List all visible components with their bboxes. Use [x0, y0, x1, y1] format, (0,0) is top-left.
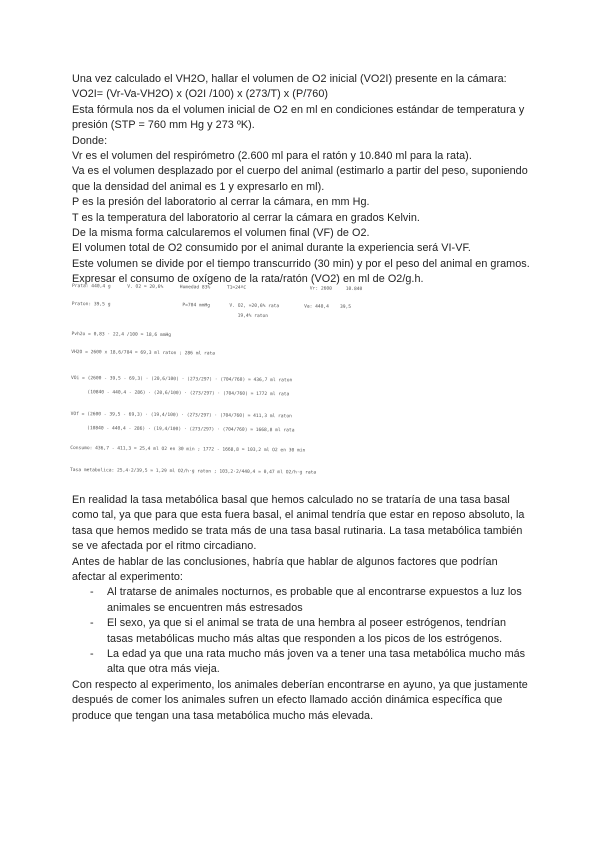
list-item: - Al tratarse de animales nocturnos, es probable que al encontrarse expuestos a luz los animales se encuentren más estresados: [90, 585, 532, 616]
handwritten-line: Prata: 440,4 g V. O2 = 20,6% Humedad 83% T1=24ºC Vr: 2600 10.840: [71, 284, 363, 293]
handwritten-line: 19,4% raton: [71, 312, 269, 320]
handwritten-line: Tasa metabolica: 25,4·2/39,5 = 1,29 ml O2/h·g raton ; 103,2·2/440,4 = 0,47 ml O2/h·g rata: [69, 468, 317, 476]
handwritten-line: VOf = (2600 - 39,5 - 69,3) · (19,4/100) · (273/297) · (704/760) = 411,3 ml raton: [70, 412, 292, 420]
instructions-text: [72, 72, 532, 288]
factors-list: [72, 585, 532, 677]
paragraph: Una vez calculado el VH2O, hallar el volumen de O2 inicial (VO2I) presente en la cámara:: [72, 73, 507, 85]
list-item: - El sexo, ya que si el animal se trata de una hembra al poseer estrógenos, tendrían tasas metabólicas mucho más altas que responden a los picos de los estrógenos.: [90, 616, 532, 647]
handwritten-line: (10840 - 440,4 - 286) · (20,6/100) · (273/297) · (704/760) = 1772 ml rata: [70, 390, 290, 398]
handwritten-line: (10840 - 440,4 - 286) · (19,4/100) · (273/297) · (704/760) = 1668,8 ml rata: [70, 426, 295, 434]
paragraph: El volumen total de O2 consumido por el animal durante la experiencia será VI-VF.: [72, 242, 471, 255]
handwritten-line: Praton: 39,5 g P=704 mmHg V. O2, =20,6% rata Va: 440,4 39,5: [71, 302, 352, 310]
handwritten-line: Consumo: 436,7 - 411,3 = 25,4 ml O2 en 30 min ; 1772 - 1668,8 = 103,2 ml O2 en 30 min: [70, 446, 306, 454]
paragraph: Va es el volumen desplazado por el cuerpo del animal (estimarlo a partir del peso, suponiendo que la densidad del animal es 1 y expresarlo en ml).: [72, 165, 528, 193]
paragraph: Antes de hablar de las conclusiones, habría que hablar de algunos factores que podrían afectar al experimento:: [72, 555, 498, 584]
handwritten-line: VH2O = 2600 x 18,6/704 = 69,3 ml raton ; 286 ml rata: [71, 350, 216, 357]
paragraph: En realidad la tasa metabólica basal que hemos calculado no se trataría de una tasa basal como tal, ya que para que esta fuera basal, el animal tendría que estar en reposo absoluto, la tasa que hemos medido se trata más de una tasa basal rutinaria. La tasa metabólica también se ve afectada por el ritmo circadiano.: [72, 494, 525, 553]
paragraph: Con respecto al experimento, los animales deberían encontrarse en ayuno, ya que justamente después de comer los animales sufren un efecto llamado acción dinámica específica que produce que tengan una tasa metabólica mucho más elevada.: [72, 678, 528, 722]
discussion-text: [72, 493, 532, 724]
formula: VO2I= (Vr-Va-VH2O) x (O2I /100) x (273/T) x (P/760): [72, 88, 329, 101]
paragraph: De la misma forma calcularemos el volumen final (VF) de O2.: [72, 227, 370, 240]
paragraph: Donde:: [72, 134, 108, 147]
paragraph: Este volumen se divide por el tiempo transcurrido (30 min) y por el peso del animal en gramos. Expresar el consumo de oxígeno de la rata/ratón (VO2) en ml de O2/g.h.: [72, 257, 530, 286]
handwritten-calculations: [68, 282, 540, 485]
paragraph: Esta fórmula nos da el volumen inicial de O2 en ml en condiciones estándar de temperatura y presión (STP = 760 mm Hg y 273 ºK).: [72, 103, 525, 132]
handwritten-line: Pvh2o = 0,83 · 22,4 /100 = 18,6 mmHg: [71, 332, 172, 339]
paragraph: Vr es el volumen del respirómetro (2.600 ml para el ratón y 10.840 ml para la rata).: [72, 150, 472, 163]
list-item: - La edad ya que una rata mucho más joven va a tener una tasa metabólica mucho más alta que otra más vieja.: [90, 647, 532, 678]
paragraph: T es la temperatura del laboratorio al cerrar la cámara en grados Kelvin.: [72, 211, 420, 224]
handwritten-line: VOi = (2600 - 39,5 - 69,3) · (20,6/100) · (273/297) · (704/760) = 436,7 ml raton: [70, 376, 293, 384]
paragraph: P es la presión del laboratorio al cerrar la cámara, en mm Hg.: [72, 196, 370, 209]
